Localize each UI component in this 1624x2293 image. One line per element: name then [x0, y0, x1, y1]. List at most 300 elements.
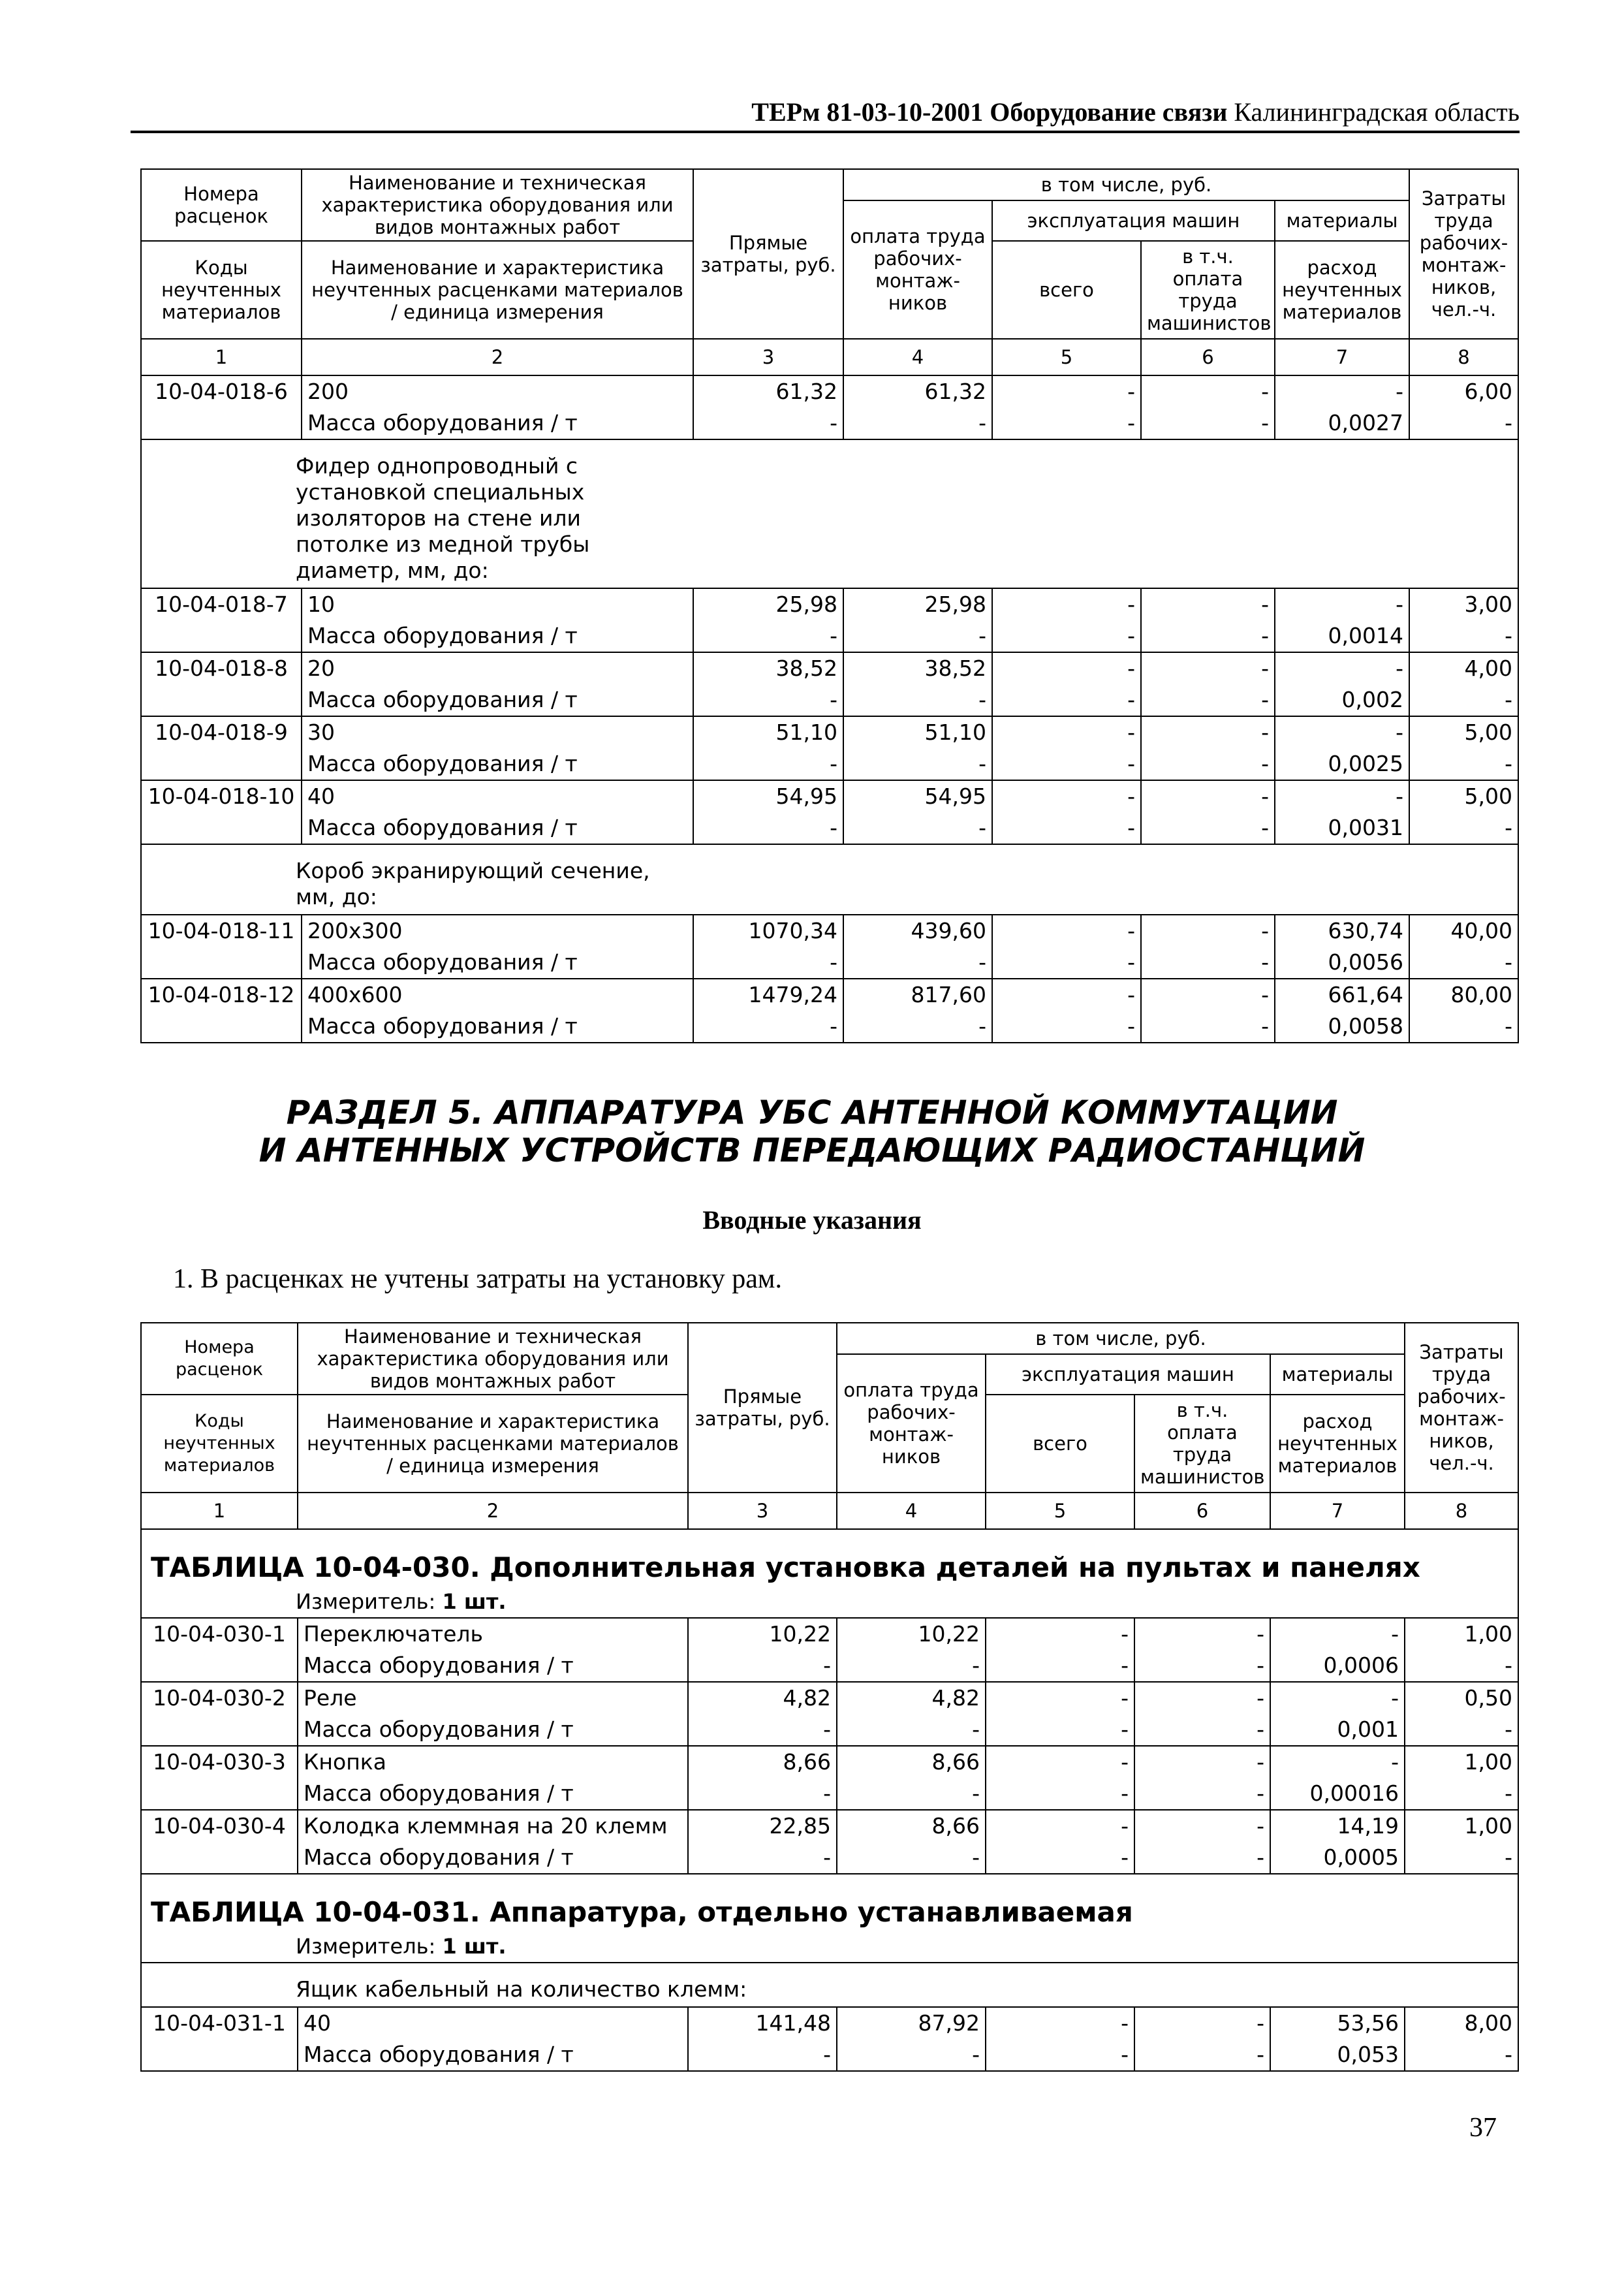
measure-label: Измеритель: [296, 1934, 436, 1959]
value-main: - [1257, 1813, 1264, 1839]
table-1-body [141, 375, 1518, 1043]
value-sub: 0,0031 [1328, 815, 1404, 840]
value-c7 [1270, 1682, 1405, 1746]
value-main: 3,00 [1464, 592, 1513, 617]
value-c7 [1275, 588, 1409, 652]
value-sub: 0,053 [1337, 2042, 1399, 2067]
value-c3 [693, 652, 843, 716]
header-code: ТЕРм 81-03-10-2001 [751, 97, 984, 127]
value-sub: - [823, 1653, 831, 1678]
col4-header: оплата труда рабочих-монтаж-ников [837, 1354, 986, 1493]
value-sub: - [1505, 1716, 1513, 1742]
table-row [141, 1746, 1518, 1810]
col1-bottom-header: Коды неучтенных материалов [141, 241, 302, 339]
value-main: - [1396, 783, 1404, 809]
rate-code-text: 10-04-018-11 [148, 918, 295, 943]
value-sub: - [1257, 1653, 1264, 1678]
value-c6 [1134, 1618, 1270, 1682]
value-c4 [837, 1682, 986, 1746]
col-number-3: 3 [693, 339, 843, 375]
value-c5 [986, 1746, 1134, 1810]
value-main: - [1391, 1621, 1399, 1647]
rate-code [141, 1618, 298, 1682]
machines-header: эксплуатация машин [992, 200, 1275, 241]
value-main: - [1121, 1685, 1129, 1711]
work-name-text: 40 [304, 2010, 331, 2036]
value-c4 [837, 2007, 986, 2071]
table-row [141, 2007, 1518, 2071]
value-sub: - [1127, 410, 1135, 435]
col-number-5: 5 [986, 1493, 1134, 1529]
material-name-text: Масса оборудования / т [307, 687, 578, 712]
value-c6 [1134, 1682, 1270, 1746]
table-row [141, 1618, 1518, 1682]
table-row [141, 588, 1518, 652]
value-main: 4,82 [783, 1685, 831, 1711]
value-c5 [992, 979, 1141, 1043]
value-main: 4,82 [931, 1685, 980, 1711]
col-number-1: 1 [141, 339, 302, 375]
value-c5 [986, 1682, 1134, 1746]
value-main: 8,00 [1464, 2010, 1513, 2036]
value-c3 [693, 716, 843, 780]
value-c6 [1141, 716, 1275, 780]
value-c6 [1141, 979, 1275, 1043]
value-main: 51,10 [775, 720, 837, 745]
value-sub: - [830, 949, 837, 975]
value-c4 [843, 588, 992, 652]
value-main: 54,95 [775, 783, 837, 809]
work-name [298, 1746, 688, 1810]
value-sub: - [1127, 623, 1135, 648]
value-sub: 0,002 [1341, 687, 1404, 712]
value-sub: - [1257, 1844, 1264, 1870]
value-sub: - [1121, 1844, 1129, 1870]
value-main: - [1127, 379, 1135, 404]
value-sub: - [972, 1716, 980, 1742]
value-c5 [986, 1618, 1134, 1682]
value-main: - [1257, 1749, 1264, 1775]
value-c7 [1275, 780, 1409, 844]
value-main: 661,64 [1328, 982, 1404, 1007]
value-c3 [693, 375, 843, 439]
value-sub: 0,0025 [1328, 751, 1404, 776]
header-title: Оборудование связи [990, 97, 1228, 127]
value-c5 [992, 652, 1141, 716]
included-group-header: в том числе, руб. [843, 169, 1409, 200]
col8-header: Затраты труда рабочих-монтаж-ников, чел.-ч. [1405, 1323, 1518, 1493]
value-main: 53,56 [1337, 2010, 1399, 2036]
value-sub: - [1505, 2042, 1513, 2067]
rate-code-text: 10-04-018-7 [155, 592, 288, 617]
value-sub: - [1261, 815, 1269, 840]
value-c7 [1275, 652, 1409, 716]
work-name-text: Реле [304, 1685, 357, 1711]
value-c3 [693, 915, 843, 979]
value-c3 [688, 1746, 837, 1810]
material-name-text: Масса оборудования / т [307, 815, 578, 840]
value-c5 [986, 1810, 1134, 1874]
value-c6 [1134, 1746, 1270, 1810]
value-main: - [1396, 656, 1404, 681]
value-sub: - [1505, 815, 1513, 840]
value-sub: 0,00016 [1309, 1780, 1399, 1806]
value-main: 40,00 [1450, 918, 1513, 943]
material-name-text: Масса оборудования / т [304, 1653, 574, 1678]
value-c4 [843, 915, 992, 979]
value-main: - [1127, 720, 1135, 745]
rate-code [141, 1682, 298, 1746]
value-c4 [843, 979, 992, 1043]
measure-value: 1 шт. [442, 1934, 507, 1959]
value-main: - [1261, 720, 1269, 745]
col-number-4: 4 [837, 1493, 986, 1529]
value-sub: - [978, 687, 986, 712]
measure-label: Измеритель: [296, 1589, 436, 1614]
col3-header: Прямые затраты, руб. [688, 1323, 837, 1493]
table-row [141, 716, 1518, 780]
rate-code [141, 1810, 298, 1874]
value-sub: 0,0027 [1328, 410, 1404, 435]
col1-top-header: Номера расценок [141, 1323, 298, 1395]
value-sub: - [972, 1780, 980, 1806]
table-2-body [141, 1529, 1518, 1618]
value-c8 [1405, 2007, 1518, 2071]
work-name-text: Кнопка [304, 1749, 386, 1775]
value-c8 [1409, 716, 1518, 780]
value-main: 87,92 [918, 2010, 980, 2036]
value-main: 38,52 [775, 656, 837, 681]
value-main: - [1261, 982, 1269, 1007]
col-number-6: 6 [1134, 1493, 1270, 1529]
material-name-text: Масса оборудования / т [304, 1780, 574, 1806]
value-main: 8,66 [931, 1813, 980, 1839]
header-region: Калининградская область [1234, 97, 1520, 127]
col5-header: всего [986, 1395, 1134, 1493]
value-main: - [1261, 379, 1269, 404]
value-c6 [1141, 780, 1275, 844]
rate-code-text: 10-04-018-12 [148, 982, 295, 1007]
value-sub: - [1121, 1780, 1129, 1806]
col2-bottom-header: Наименование и характеристика неучтенных расценками материалов / единица измерения [302, 241, 693, 339]
value-sub: - [823, 1844, 831, 1870]
value-sub: - [830, 623, 837, 648]
col-number-8: 8 [1405, 1493, 1518, 1529]
value-sub: - [1505, 1653, 1513, 1678]
value-main: 1479,24 [748, 982, 837, 1007]
value-c8 [1405, 1618, 1518, 1682]
value-c5 [992, 915, 1141, 979]
value-main: 14,19 [1337, 1813, 1399, 1839]
work-name-text: 200 [307, 379, 349, 404]
value-main: 4,00 [1464, 656, 1513, 681]
col7-header: расход неучтенных материалов [1270, 1395, 1405, 1493]
value-c4 [843, 652, 992, 716]
value-c5 [992, 716, 1141, 780]
value-c8 [1409, 375, 1518, 439]
rate-code-text: 10-04-030-3 [153, 1749, 286, 1775]
value-sub: - [830, 410, 837, 435]
rate-code [141, 716, 302, 780]
work-name-text: 200x300 [307, 918, 403, 943]
value-sub: - [823, 1716, 831, 1742]
material-name-text: Масса оборудования / т [304, 1844, 574, 1870]
col-number-8: 8 [1409, 339, 1518, 375]
value-c4 [837, 1810, 986, 1874]
value-main: - [1261, 918, 1269, 943]
group-heading [141, 439, 1518, 588]
value-c6 [1141, 375, 1275, 439]
value-sub: - [830, 1013, 837, 1039]
work-name [302, 375, 693, 439]
value-main: 1,00 [1464, 1621, 1513, 1647]
value-sub: - [1505, 1013, 1513, 1039]
value-sub: - [1127, 751, 1135, 776]
table-10-04-030-body [141, 1618, 1518, 1874]
value-sub: - [1505, 751, 1513, 776]
value-main: - [1127, 918, 1135, 943]
rate-code-text: 10-04-030-4 [153, 1813, 286, 1839]
rate-code-text: 10-04-018-10 [148, 783, 295, 809]
value-main: - [1121, 1813, 1129, 1839]
work-name [302, 652, 693, 716]
value-main: 25,98 [775, 592, 837, 617]
work-name-text: 20 [307, 656, 335, 681]
value-c3 [693, 979, 843, 1043]
material-name-text: Масса оборудования / т [307, 410, 578, 435]
work-name-text: Колодка клеммная на 20 клемм [304, 1813, 668, 1839]
value-main: - [1257, 1621, 1264, 1647]
table-row [141, 652, 1518, 716]
value-main: 5,00 [1464, 720, 1513, 745]
rate-code [141, 652, 302, 716]
value-c8 [1405, 1682, 1518, 1746]
value-main: - [1127, 783, 1135, 809]
value-sub: - [1121, 1653, 1129, 1678]
value-c4 [837, 1746, 986, 1810]
value-c6 [1141, 915, 1275, 979]
value-main: - [1127, 982, 1135, 1007]
value-main: - [1396, 379, 1404, 404]
value-main: 80,00 [1450, 982, 1513, 1007]
table-row [141, 979, 1518, 1043]
value-c7 [1275, 915, 1409, 979]
group-heading-text: Короб экранирующий сечение, мм, до: [296, 858, 650, 909]
table-10-04-030-caption [141, 1529, 1518, 1618]
value-sub: - [1505, 623, 1513, 648]
value-c4 [837, 1618, 986, 1682]
table-row [141, 1682, 1518, 1746]
section-title-line-1: РАЗДЕЛ 5. АППАРАТУРА УБС АНТЕННОЙ КОММУТАЦИИ [286, 1094, 1338, 1131]
value-c8 [1409, 652, 1518, 716]
value-sub: - [1505, 1844, 1513, 1870]
value-main: 8,66 [931, 1749, 980, 1775]
work-name-text: 400x600 [307, 982, 403, 1007]
rate-code [141, 780, 302, 844]
value-sub: - [1505, 949, 1513, 975]
value-sub: - [1127, 687, 1135, 712]
intro-heading: Вводные указания [702, 1205, 922, 1235]
value-c3 [688, 1682, 837, 1746]
value-sub: - [1121, 1716, 1129, 1742]
value-c4 [843, 780, 992, 844]
value-main: 61,32 [775, 379, 837, 404]
value-c7 [1270, 1618, 1405, 1682]
value-main: - [1391, 1685, 1399, 1711]
value-main: - [1391, 1749, 1399, 1775]
value-sub: - [972, 1653, 980, 1678]
value-main: - [1121, 2010, 1129, 2036]
value-c7 [1275, 979, 1409, 1043]
value-main: 0,50 [1464, 1685, 1513, 1711]
group-heading: Ящик кабельный на количество клемм: [141, 1963, 1518, 2007]
rate-code [141, 915, 302, 979]
table-10-04-031-caption [141, 1874, 1518, 1963]
value-c4 [843, 716, 992, 780]
col-number-2: 2 [302, 339, 693, 375]
value-sub: 0,0058 [1328, 1013, 1404, 1039]
value-c3 [688, 2007, 837, 2071]
value-sub: - [1261, 410, 1269, 435]
col6-header: в т.ч. оплата труда машинистов [1141, 241, 1275, 339]
value-main: 630,74 [1328, 918, 1404, 943]
col-number-3: 3 [688, 1493, 837, 1529]
value-sub: - [978, 949, 986, 975]
table-title: ТАБЛИЦА 10-04-031. Аппаратура, отдельно устанавливаемая [151, 1896, 1133, 1928]
value-sub: - [978, 410, 986, 435]
value-sub: - [978, 751, 986, 776]
value-main: 1070,34 [748, 918, 837, 943]
value-main: - [1127, 592, 1135, 617]
work-name [302, 780, 693, 844]
value-c4 [843, 375, 992, 439]
rate-code [141, 2007, 298, 2071]
value-c5 [986, 2007, 1134, 2071]
col-number-1: 1 [141, 1493, 298, 1529]
col5-header: всего [992, 241, 1141, 339]
value-sub: - [972, 2042, 980, 2067]
col6-header: в т.ч. оплата труда машинистов [1134, 1395, 1270, 1493]
value-main: - [1396, 592, 1404, 617]
value-sub: - [1257, 2042, 1264, 2067]
value-c7 [1270, 1810, 1405, 1874]
work-name [298, 1618, 688, 1682]
value-sub: - [978, 1013, 986, 1039]
col-number-7: 7 [1270, 1493, 1405, 1529]
machines-header: эксплуатация машин [986, 1354, 1270, 1395]
value-sub: - [978, 815, 986, 840]
value-main: 1,00 [1464, 1813, 1513, 1839]
value-sub: - [1261, 1013, 1269, 1039]
value-sub: 0,0005 [1323, 1844, 1399, 1870]
value-c8 [1405, 1810, 1518, 1874]
measure-value: 1 шт. [442, 1589, 507, 1614]
intro-note: 1. В расценках не учтены затраты на установку рам. [173, 1264, 782, 1294]
rate-code [141, 979, 302, 1043]
table-row [141, 915, 1518, 979]
section-title [0, 1094, 1624, 1169]
value-main: - [1261, 656, 1269, 681]
value-sub: - [1505, 687, 1513, 712]
value-sub: 0,0014 [1328, 623, 1404, 648]
value-main: 54,95 [924, 783, 986, 809]
value-sub: - [1261, 623, 1269, 648]
col-number-2: 2 [298, 1493, 688, 1529]
rate-code [141, 1746, 298, 1810]
rate-code [141, 375, 302, 439]
value-sub: - [830, 687, 837, 712]
col8-header: Затраты труда рабочих-монтаж-ников, чел.-ч. [1409, 169, 1518, 339]
col-number-6: 6 [1141, 339, 1275, 375]
value-main: - [1261, 783, 1269, 809]
material-name-text: Масса оборудования / т [304, 2042, 574, 2067]
value-main: 141,48 [755, 2010, 831, 2036]
materials-header: материалы [1270, 1354, 1405, 1395]
value-sub: - [823, 1780, 831, 1806]
table-row [141, 375, 1518, 439]
col7-header: расход неучтенных материалов [1275, 241, 1409, 339]
materials-header: материалы [1275, 200, 1409, 241]
value-main: 10,22 [769, 1621, 831, 1647]
work-name [298, 2007, 688, 2071]
value-main: - [1121, 1621, 1129, 1647]
material-name-text: Масса оборудования / т [307, 1013, 578, 1039]
value-sub: - [1127, 815, 1135, 840]
value-c5 [992, 780, 1141, 844]
material-name-text: Масса оборудования / т [307, 751, 578, 776]
measure-unit [142, 1586, 1518, 1617]
col2-top-header: Наименование и техническая характеристика оборудования или видов монтажных работ [298, 1323, 688, 1395]
value-main: 38,52 [924, 656, 986, 681]
value-sub: - [1121, 2042, 1129, 2067]
value-main: - [1396, 720, 1404, 745]
value-main: 61,32 [924, 379, 986, 404]
work-name [298, 1810, 688, 1874]
value-sub: - [823, 2042, 831, 2067]
value-sub: 0,001 [1337, 1716, 1399, 1742]
table-row [141, 780, 1518, 844]
rate-code-text: 10-04-018-8 [155, 656, 288, 681]
value-c8 [1409, 915, 1518, 979]
value-c7 [1275, 375, 1409, 439]
value-sub: - [1505, 1780, 1513, 1806]
value-main: - [1257, 1685, 1264, 1711]
col2-bottom-header: Наименование и характеристика неучтенных расценками материалов / единица измерения [298, 1395, 688, 1493]
value-c8 [1405, 1746, 1518, 1810]
value-c5 [992, 375, 1141, 439]
work-name [302, 716, 693, 780]
value-sub: - [1257, 1716, 1264, 1742]
work-name-text: 10 [307, 592, 335, 617]
value-c6 [1134, 2007, 1270, 2071]
value-sub: 0,0006 [1323, 1653, 1399, 1678]
value-c3 [688, 1810, 837, 1874]
col3-header: Прямые затраты, руб. [693, 169, 843, 339]
col-number-7: 7 [1275, 339, 1409, 375]
rates-table-1 [140, 168, 1519, 1043]
value-main: 10,22 [918, 1621, 980, 1647]
value-c6 [1141, 588, 1275, 652]
value-c6 [1134, 1810, 1270, 1874]
value-main: 439,60 [911, 918, 986, 943]
value-sub: - [1257, 1780, 1264, 1806]
value-main: - [1257, 2010, 1264, 2036]
work-name [298, 1682, 688, 1746]
running-header [131, 98, 1520, 133]
value-c3 [693, 588, 843, 652]
value-sub: - [1505, 410, 1513, 435]
value-sub: - [1127, 1013, 1135, 1039]
